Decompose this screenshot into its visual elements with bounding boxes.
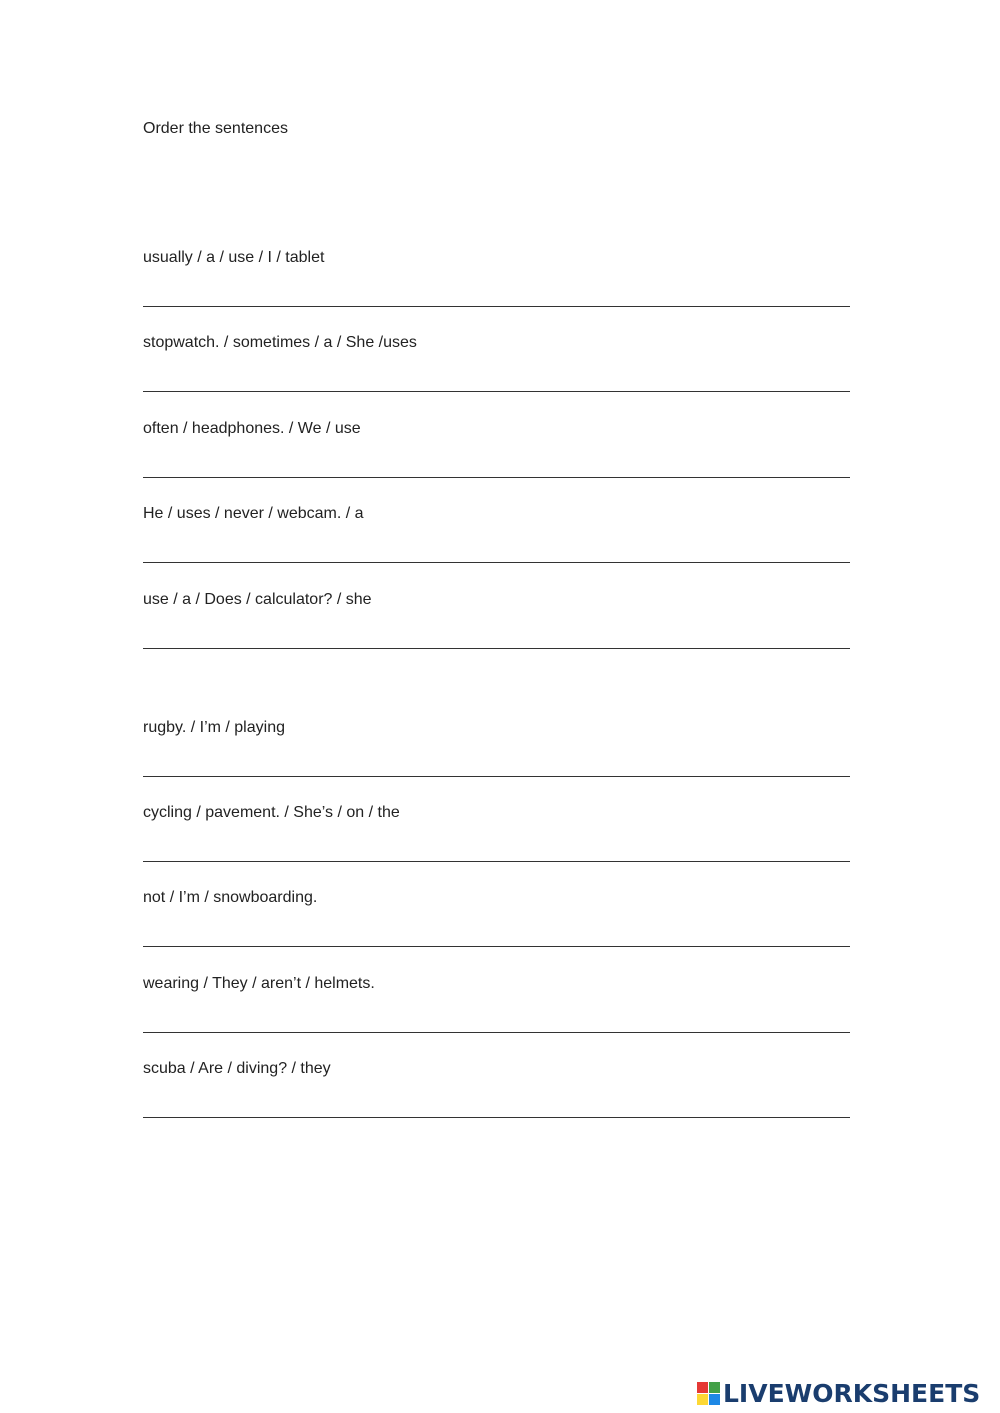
answer-line-5[interactable] <box>143 648 850 649</box>
answer-line-6[interactable] <box>143 776 850 777</box>
logo-tiles-icon <box>697 1382 721 1406</box>
answer-line-3[interactable] <box>143 477 850 478</box>
prompt-9: wearing / They / aren’t / helmets. <box>143 975 375 992</box>
logo-tile-green <box>709 1382 720 1393</box>
answer-line-9[interactable] <box>143 1032 850 1033</box>
liveworksheets-logo[interactable] <box>697 1379 980 1409</box>
answer-line-10[interactable] <box>143 1117 850 1118</box>
logo-text: LIVEWORKSHEETS <box>723 1379 981 1408</box>
prompt-3: often / headphones. / We / use <box>143 420 361 437</box>
answer-line-1[interactable] <box>143 306 850 307</box>
answer-line-4[interactable] <box>143 562 850 563</box>
prompt-10: scuba / Are / diving? / they <box>143 1060 331 1077</box>
answer-line-8[interactable] <box>143 946 850 947</box>
prompt-6: rugby. / I’m / playing <box>143 719 285 736</box>
logo-tile-blue <box>709 1394 720 1405</box>
prompt-2: stopwatch. / sometimes / a / She /uses <box>143 334 417 351</box>
prompt-1: usually / a / use / I / tablet <box>143 249 325 266</box>
prompt-7: cycling / pavement. / She’s / on / the <box>143 804 400 821</box>
prompt-5: use / a / Does / calculator? / she <box>143 591 372 608</box>
prompt-4: He / uses / never / webcam. / a <box>143 505 364 522</box>
answer-line-7[interactable] <box>143 861 850 862</box>
prompt-8: not / I’m / snowboarding. <box>143 889 318 906</box>
logo-tile-red <box>697 1382 708 1393</box>
worksheet-title: Order the sentences <box>143 120 288 137</box>
logo-tile-yellow <box>697 1394 708 1405</box>
answer-line-2[interactable] <box>143 391 850 392</box>
